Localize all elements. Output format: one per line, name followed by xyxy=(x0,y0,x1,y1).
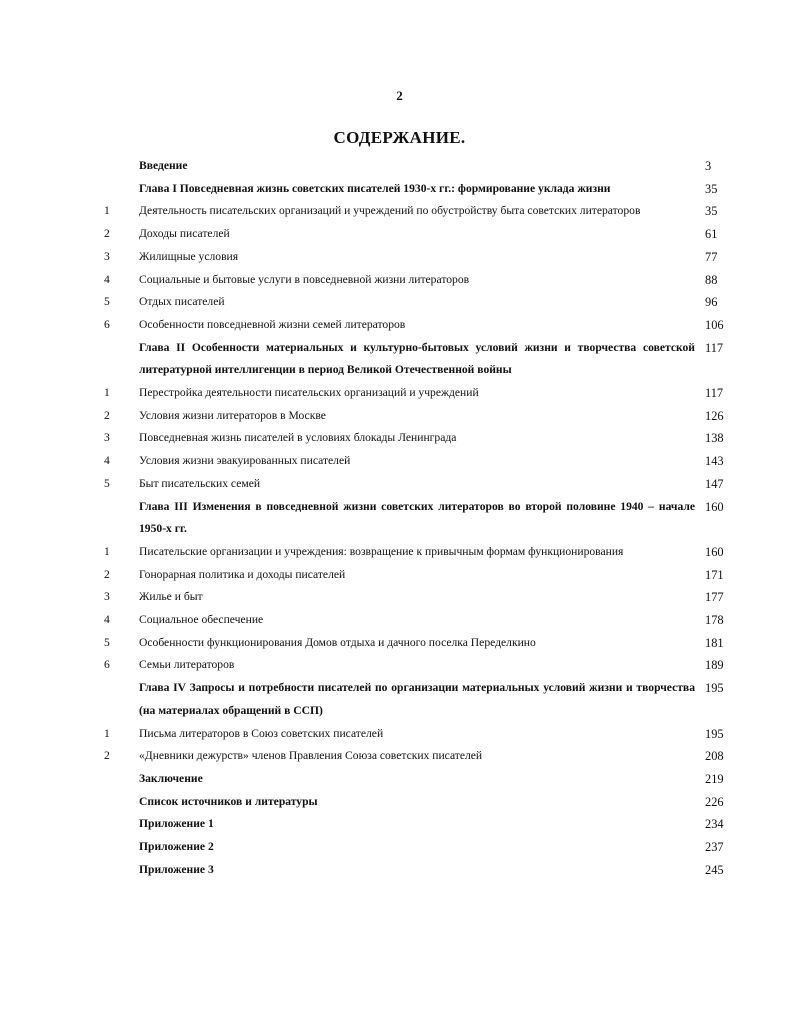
toc-entry-number: 6 xyxy=(104,317,110,331)
toc-section-row xyxy=(0,654,799,677)
toc-entry-title: Глава IV Запросы и потребности писателей по организации материальных условий жизни и творчества (на материалах обращений в ССП) xyxy=(139,681,695,717)
toc-entry-number: 2 xyxy=(104,749,110,763)
toc-entry-title: Перестройка деятельности писательских организаций и учреждений xyxy=(139,386,479,400)
toc-entry-number: 2 xyxy=(104,408,110,422)
toc-entry-title: Социальное обеспечение xyxy=(139,613,264,627)
toc-entry-number: 4 xyxy=(104,613,110,627)
toc-section-row xyxy=(0,541,799,564)
toc-entry-page: 160 xyxy=(705,544,724,559)
toc-entry-page: 126 xyxy=(705,408,724,423)
toc-chapter-row xyxy=(0,859,799,882)
toc-section-row xyxy=(0,382,799,405)
toc-section-row xyxy=(0,450,799,473)
toc-entry-page: 195 xyxy=(705,681,724,696)
toc-entry-page: 77 xyxy=(705,249,718,264)
toc-entry-title: Условия жизни литераторов в Москве xyxy=(139,408,326,422)
toc-entry-page: 160 xyxy=(705,499,724,514)
toc-entry-number: 4 xyxy=(104,454,110,468)
toc-entry-title: Особенности функционирования Домов отдыха и дачного поселка Переделкино xyxy=(139,635,536,649)
toc-chapter-row xyxy=(0,496,799,541)
toc-chapter-row xyxy=(0,836,799,859)
toc-entry-page: 234 xyxy=(705,817,724,832)
toc-entry-number: 2 xyxy=(104,227,110,241)
toc-chapter-row xyxy=(0,155,799,178)
toc-entry-number: 4 xyxy=(104,272,110,286)
toc-entry-page: 35 xyxy=(705,181,718,196)
toc-entry-number: 5 xyxy=(104,635,110,649)
toc-title: СОДЕРЖАНИЕ. xyxy=(333,128,466,147)
toc-entry-title: Жилье и быт xyxy=(139,590,203,604)
toc-section-row xyxy=(0,269,799,292)
toc-entry-page: 96 xyxy=(705,295,718,310)
toc-entry-number: 3 xyxy=(104,431,110,445)
toc-entry-title: Быт писательских семей xyxy=(139,476,261,490)
toc-chapter-row xyxy=(0,178,799,201)
toc-section-row xyxy=(0,223,799,246)
toc-entry-title: Заключение xyxy=(139,771,203,785)
toc-entry-title: Глава III Изменения в повседневной жизни советских литераторов во второй половине 1940 – начале 1950-х гг. xyxy=(139,499,695,536)
toc-entry-title: Повседневная жизнь писателей в условиях блокады Ленинграда xyxy=(139,431,457,445)
toc-entry-number: 5 xyxy=(104,295,110,309)
toc-entry-page: 177 xyxy=(705,590,724,605)
toc-entry-page: 226 xyxy=(705,794,724,809)
toc-entry-title: Отдых писателей xyxy=(139,295,225,309)
toc-entry-number: 1 xyxy=(104,204,110,218)
toc-entry-page: 117 xyxy=(705,386,724,401)
toc-entry-title: Введение xyxy=(139,159,188,172)
toc-section-row xyxy=(0,723,799,746)
toc-section-row xyxy=(0,564,799,587)
toc-entry-title: Деятельность писательских организаций и учреждений по обустройству быта советских литераторов xyxy=(139,204,641,218)
toc-entry-number: 1 xyxy=(104,386,110,400)
toc-chapter-row xyxy=(0,813,799,836)
toc-entry-page: 219 xyxy=(705,771,724,786)
toc-entry-title: Список источников и литературы xyxy=(139,794,318,808)
toc-entry-number: 6 xyxy=(104,658,110,672)
toc-entry-title: Приложение 1 xyxy=(139,817,214,831)
toc-entry-page: 181 xyxy=(705,635,724,650)
toc-entry-page: 143 xyxy=(705,454,724,469)
toc-entry-page: 61 xyxy=(705,227,718,242)
toc-section-row xyxy=(0,291,799,314)
toc-section-row xyxy=(0,632,799,655)
toc-entry-page: 117 xyxy=(705,340,724,355)
toc-entry-page: 138 xyxy=(705,431,724,446)
toc-entry-number: 3 xyxy=(104,590,110,604)
toc-entry-number: 3 xyxy=(104,249,110,263)
toc-entry-title: Жилищные условия xyxy=(139,249,239,263)
toc-entry-title: Семьи литераторов xyxy=(139,658,235,672)
toc-entry-page: 245 xyxy=(705,862,724,877)
toc-entry-page: 178 xyxy=(705,613,724,628)
toc-entry-title: Приложение 2 xyxy=(139,840,214,854)
toc-entry-title: Письма литераторов в Союз советских писателей xyxy=(139,726,384,740)
toc-entry-page: 35 xyxy=(705,204,718,219)
toc-entry-title: Глава I Повседневная жизнь советских писателей 1930-х гг.: формирование уклада жизни xyxy=(139,181,611,195)
toc-entry-page: 88 xyxy=(705,272,718,287)
toc-entry-number: 2 xyxy=(104,567,110,581)
toc-entry-title: Особенности повседневной жизни семей литераторов xyxy=(139,317,406,331)
toc-entry-number: 5 xyxy=(104,476,110,490)
toc-chapter-row xyxy=(0,677,799,722)
toc-section-row xyxy=(0,745,799,768)
toc-chapter-row xyxy=(0,337,799,382)
toc-section-row xyxy=(0,609,799,632)
toc-entry-title: Гонорарная политика и доходы писателей xyxy=(139,567,346,581)
toc-entry-title: Социальные и бытовые услуги в повседневной жизни литераторов xyxy=(139,272,470,286)
toc-entry-page: 195 xyxy=(705,726,724,741)
toc-entry-page: 237 xyxy=(705,840,724,855)
toc-entry-title: Глава II Особенности материальных и культурно-бытовых условий жизни и творчества советской литературной интеллигенции в период Великой Отечественной войны xyxy=(139,340,695,377)
toc-entry-title: Писательские организации и учреждения: возвращение к привычным формам функционирования xyxy=(139,544,624,558)
table-of-contents xyxy=(0,155,799,882)
page-number: 2 xyxy=(396,88,403,103)
toc-entry-title: Доходы писателей xyxy=(139,227,230,241)
toc-chapter-row xyxy=(0,791,799,814)
toc-section-row xyxy=(0,427,799,450)
toc-entry-page: 189 xyxy=(705,658,724,673)
toc-section-row xyxy=(0,405,799,428)
toc-section-row xyxy=(0,586,799,609)
toc-entry-page: 208 xyxy=(705,749,724,764)
toc-section-row xyxy=(0,314,799,337)
toc-entry-page: 147 xyxy=(705,476,724,491)
toc-entry-title: Приложение 3 xyxy=(139,862,214,876)
toc-section-row xyxy=(0,473,799,496)
toc-entry-title: Условия жизни эвакуированных писателей xyxy=(139,454,351,468)
toc-entry-title: «Дневники дежурств» членов Правления Союза советских писателей xyxy=(139,749,483,763)
toc-chapter-row xyxy=(0,768,799,791)
toc-section-row xyxy=(0,246,799,269)
toc-entry-number: 1 xyxy=(104,544,110,558)
toc-section-row xyxy=(0,200,799,223)
toc-entry-page: 106 xyxy=(705,317,724,332)
toc-entry-page: 171 xyxy=(705,567,724,582)
toc-entry-page: 3 xyxy=(705,159,712,173)
toc-entry-number: 1 xyxy=(104,726,110,740)
